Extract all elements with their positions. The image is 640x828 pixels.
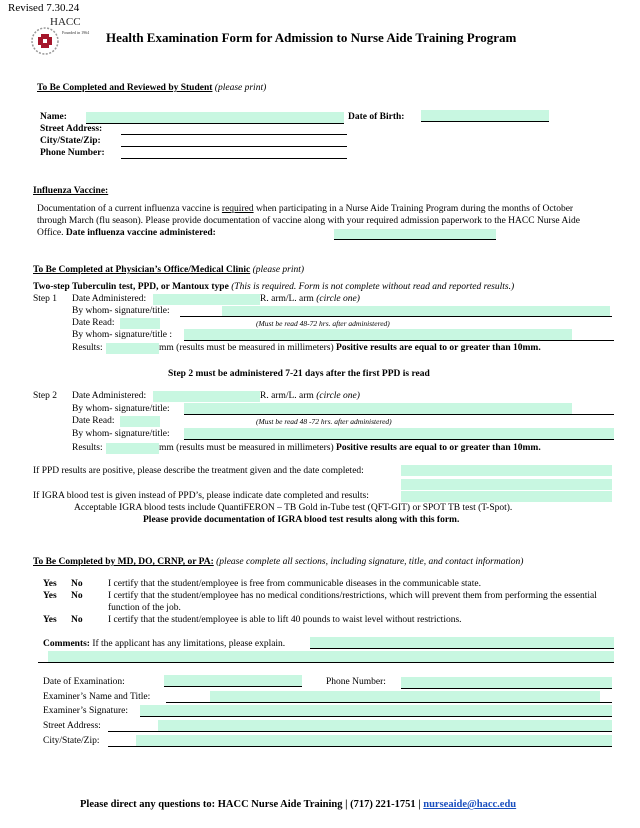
hacc-seal-icon	[30, 14, 90, 68]
step2-read-note: (Must be read 48 -72 hrs. after administered)	[256, 417, 392, 426]
street-label: Street Address:	[40, 124, 103, 134]
comments-underline-2	[38, 662, 614, 663]
step2-results-field[interactable]	[106, 443, 159, 454]
step1-results-label: Results:	[72, 343, 103, 353]
c1-no[interactable]: No	[71, 579, 83, 589]
step1-date-admin-field[interactable]	[153, 294, 260, 305]
comments-field-1[interactable]	[310, 637, 614, 648]
step2-results-note: mm (results must be measured in millimeters) Positive results are equal to or greater than 10mm.	[159, 443, 541, 453]
date-exam-field[interactable]	[164, 675, 302, 686]
logo-text: HACC	[50, 16, 81, 28]
comments-label: Comments: If the applicant has any limitations, please explain.	[43, 639, 286, 649]
step2-results-label: Results:	[72, 443, 103, 453]
step2-date-read-field[interactable]	[120, 416, 160, 427]
certify-1: I certify that the student/employee is free from communicable diseases in the communicable state.	[108, 579, 482, 589]
name-field[interactable]	[86, 112, 344, 123]
ppd-positive-label: If PPD results are positive, please describe the treatment given and the date completed:	[33, 466, 364, 476]
date-exam-label: Date of Examination:	[43, 677, 125, 687]
tb-title: Two-step Tuberculin test, PPD, or Mantoux type (This is required. Form is not complete without read and reported results.)	[33, 282, 515, 292]
examiner-street-underline	[108, 731, 612, 732]
step2-arm: R. arm/L. arm (circle one)	[260, 391, 360, 401]
comments-underline-1	[310, 648, 614, 649]
examiner-phone-underline	[401, 688, 612, 689]
examiner-phone-label: Phone Number:	[326, 677, 386, 687]
examiner-signature-underline	[140, 716, 612, 717]
certify-3: I certify that the student/employee is able to lift 40 pounds to waist level without restrictions.	[108, 615, 462, 625]
examiner-phone-field[interactable]	[401, 677, 612, 688]
examiner-signature-label: Examiner’s Signature:	[43, 706, 129, 716]
examiner-city-field[interactable]	[136, 735, 612, 746]
examiner-name-underline	[166, 702, 612, 703]
step1-arm: R. arm/L. arm (circle one)	[260, 294, 360, 304]
step1-by-whom2-label: By whom- signature/title :	[72, 330, 173, 340]
flu-date-underline	[334, 239, 496, 240]
step1-date-admin-label: Date Administered:	[72, 294, 147, 304]
igra-documentation: Please provide documentation of IGRA blood test results along with this form.	[143, 515, 460, 525]
step1-date-read-label: Date Read:	[72, 318, 115, 328]
igra-field[interactable]	[401, 491, 612, 502]
comments-field-2[interactable]	[48, 651, 614, 662]
step2-by-whom2-field[interactable]	[184, 428, 614, 439]
examiner-street-field[interactable]	[158, 720, 612, 731]
city-label: City/State/Zip:	[40, 136, 101, 146]
step2-label: Step 2	[33, 391, 58, 401]
step1-results-field[interactable]	[106, 343, 159, 354]
physician-section-heading: To Be Completed at Physician’s Office/Medical Clinic (please print)	[33, 265, 305, 275]
name-underline	[86, 123, 344, 124]
step1-by-whom-label: By whom- signature/title:	[72, 306, 170, 316]
ppd-positive-field-1[interactable]	[401, 465, 612, 476]
examiner-street-label: Street Address:	[43, 721, 101, 731]
dob-label: Date of Birth:	[348, 112, 405, 122]
step2-by-whom2-label: By whom- signature/title:	[72, 429, 170, 439]
c1-yes[interactable]: Yes	[43, 579, 57, 589]
igra-label: If IGRA blood test is given instead of PPD’s, please indicate date completed and results:	[33, 491, 369, 501]
c3-yes[interactable]: Yes	[43, 615, 57, 625]
step2-date-admin-field[interactable]	[153, 391, 260, 402]
c2-no[interactable]: No	[71, 591, 83, 601]
step1-by-whom-underline	[180, 316, 612, 317]
examiner-city-label: City/State/Zip:	[43, 736, 100, 746]
step2-note: Step 2 must be administered 7-21 days after the first PPD is read	[168, 369, 430, 379]
step2-by-whom2-underline	[184, 439, 614, 440]
examiner-name-label: Examiner’s Name and Title:	[43, 692, 151, 702]
step2-by-whom-label: By whom- signature/title:	[72, 404, 170, 414]
revised-date: Revised 7.30.24	[8, 2, 80, 14]
step1-by-whom2-field[interactable]	[184, 329, 572, 340]
step1-results-note: mm (results must be measured in millimeters) Positive results are equal to or greater than 10mm.	[159, 343, 541, 353]
examiner-name-field[interactable]	[210, 691, 600, 702]
logo-tagline: Founded in 1964	[62, 30, 90, 35]
date-exam-underline	[164, 686, 302, 687]
step2-by-whom-field[interactable]	[184, 403, 572, 414]
examiner-signature-field[interactable]	[140, 705, 612, 716]
dob-underline	[421, 121, 549, 122]
hacc-logo	[30, 14, 90, 68]
step2-date-admin-label: Date Administered:	[72, 391, 147, 401]
examiner-city-underline	[108, 746, 612, 747]
name-label: Name:	[40, 112, 67, 122]
certify-2: I certify that the student/employee has no medical conditions/restrictions, which will prevent them from performing the essential function of the job.	[108, 591, 597, 613]
step1-label: Step 1	[33, 294, 58, 304]
step2-date-read-label: Date Read:	[72, 416, 115, 426]
step2-by-whom-underline	[184, 414, 614, 415]
step1-date-read-field[interactable]	[120, 318, 160, 329]
step1-read-note: (Must be read 48-72 hrs. after administered)	[256, 319, 390, 328]
dob-field[interactable]	[421, 110, 549, 121]
footer-contact: Please direct any questions to: HACC Nurse Aide Training | (717) 221-1751 | nurseaide@hacc.edu	[80, 799, 517, 810]
phone-field[interactable]	[121, 158, 347, 159]
step1-by-whom2-underline	[184, 340, 614, 341]
c2-yes[interactable]: Yes	[43, 591, 57, 601]
footer-email-link[interactable]: nurseaide@hacc.edu	[423, 799, 517, 810]
igra-acceptable: Acceptable IGRA blood tests include QuantiFERON – TB Gold in-Tube test (QFT-GIT) or SPOT TB test (T-Spot).	[74, 503, 513, 513]
street-field[interactable]	[121, 134, 347, 135]
page-title: Health Examination Form for Admission to Nurse Aide Training Program	[106, 30, 517, 45]
phone-label: Phone Number:	[40, 148, 105, 158]
c3-no[interactable]: No	[71, 615, 83, 625]
city-field[interactable]	[121, 146, 347, 147]
flu-heading: Influenza Vaccine:	[33, 186, 109, 196]
md-section-heading: To Be Completed by MD, DO, CRNP, or PA: (please complete all sections, including signature, title, and contact information)	[33, 557, 524, 567]
flu-paragraph: Documentation of a current influenza vaccine is required when participating in a Nurse Aide Training Program during the months of October through March (flu season). Please provide documentation of vaccine along with your required admission paperwork to the HACC Nurse Aide Office. Date influenza vaccine administered:	[37, 204, 580, 238]
student-section-heading: To Be Completed and Reviewed by Student (please print)	[37, 83, 267, 93]
ppd-positive-field-2[interactable]	[401, 479, 612, 490]
